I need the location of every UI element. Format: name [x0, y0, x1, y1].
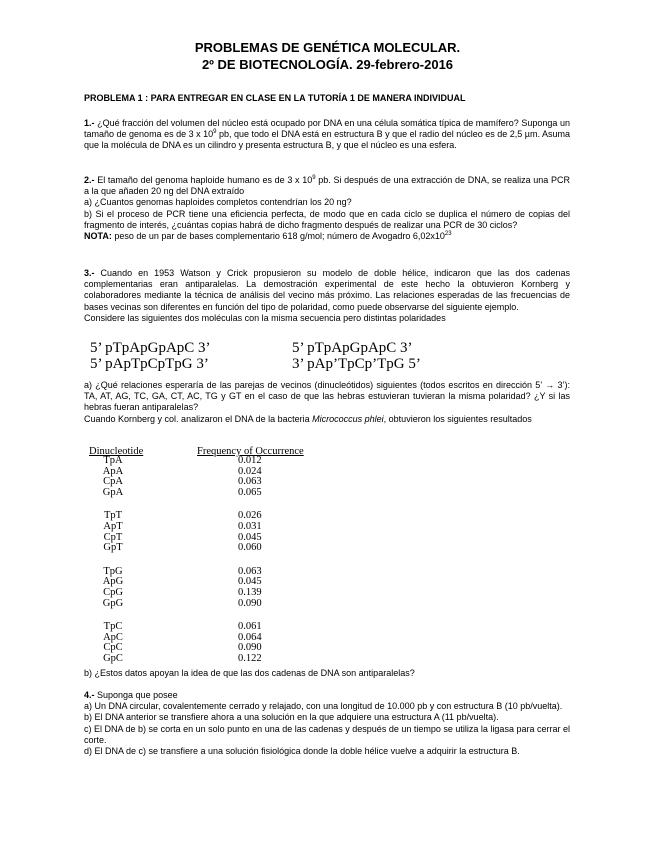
question-1 — [84, 118, 570, 152]
sequence-right-top: 5’ pTpApGpApC 3’ — [292, 340, 413, 356]
question-2-text-b: pb. Si después de una extracción de DNA, se realiza una PCR a la que añaden 20 ng del DNA extraído — [84, 175, 571, 197]
table-row — [84, 654, 324, 665]
table-header-frequency: Frequency of Occurrence — [197, 446, 304, 457]
table-cell-frequency: 0.064 — [238, 631, 262, 643]
table-header-dinucleotide: Dinucleotide — [89, 446, 144, 457]
question-3-kornberg-b: , obtuvieron los siguientes resultados — [383, 413, 532, 424]
table-cell-dinucleotide: TpC — [103, 621, 123, 633]
table-cell-frequency: 0.061 — [238, 621, 262, 633]
table-cell-frequency: 0.026 — [238, 510, 262, 522]
table-cell-dinucleotide: ApT — [103, 521, 123, 532]
table-cell-dinucleotide: ApG — [102, 576, 124, 588]
table-cell-frequency: 0.012 — [238, 455, 262, 466]
table-cell-frequency: 0.065 — [238, 486, 262, 498]
question-2-note-label: NOTA: — [84, 231, 112, 242]
question-4-part-d: d) El DNA de c) se transfiere a una solución fisiológica donde la doble hélice vuelve a adquirir la estructura B. — [84, 746, 520, 757]
table-cell-dinucleotide: GpA — [102, 486, 124, 498]
table-cell-frequency: 0.024 — [238, 465, 262, 477]
question-2-text-a: El tamaño del genoma haploide humano es de 3 x 10 — [94, 175, 313, 185]
question-3-number: 3.- — [84, 268, 95, 278]
sequence-left-top: 5’ pTpApGpApC 3’ — [90, 340, 211, 356]
table-cell-dinucleotide: TpG — [103, 565, 123, 577]
question-3-part-a — [84, 380, 570, 425]
table-cell-frequency: 0.063 — [238, 476, 262, 488]
table-cell-dinucleotide: TpT — [103, 510, 123, 522]
table-cell-frequency: 0.045 — [238, 576, 262, 588]
question-2-exponent: 9 — [312, 175, 316, 181]
table-cell-dinucleotide: CpA — [103, 476, 123, 488]
question-4-number: 4.- — [84, 690, 95, 700]
table-cell-frequency: 0.031 — [238, 521, 262, 532]
question-2 — [84, 175, 570, 242]
table-cell-dinucleotide: ApC — [103, 631, 123, 643]
question-3-intro-text: Cuando en 1953 Watson y Crick propusieron su modelo de doble hélice, indicaron que las dos cadenas complementarias eran antiparalelas. La demostración experimental de este hecho la obtuvieron Kornberg y colaboradores mediante la técnica de análisis del vecino más próximo. Las relaciones esperadas de las frecuencias de bases vecinas son diferentes en función del tipo de polaridad, como puede observarse del siguiente ejemplo. — [84, 268, 570, 312]
question-2-number: 2.- — [84, 175, 95, 185]
question-1-exponent: 9 — [213, 129, 217, 136]
sequence-left-bottom: 5’ pApTpCpTpG 3’ — [90, 356, 209, 372]
table-cell-frequency: 0.139 — [238, 587, 262, 598]
table-cell-dinucleotide: GpT — [103, 542, 123, 554]
table-cell-frequency: 0.060 — [238, 542, 262, 554]
table-row — [84, 488, 324, 499]
question-1-text-b: pb, que todo el DNA está en estructura B y que el radio del núcleo es de 2,5 µm. Asuma que la molécula de DNA es un cilindro y presenta estructura B, y que el núcleo es una esfera. — [84, 129, 570, 151]
table-row — [84, 543, 324, 554]
question-2-part-a: a) ¿Cuantos genomas haploides completos contendrían los 20 ng? — [84, 197, 352, 208]
question-3-species: Micrococcus phlei — [312, 413, 384, 424]
question-3-kornberg-a: Cuando Kornberg y col. analizaron el DNA de la bacteria — [84, 413, 313, 424]
table-cell-frequency: 0.045 — [238, 531, 262, 543]
document-subtitle: 2º DE BIOTECNOLOGÍA. 29-febrero-2016 — [201, 57, 454, 72]
table-cell-dinucleotide: GpC — [103, 653, 123, 664]
question-4 — [84, 690, 570, 757]
question-3-consider: Considere las siguientes dos moléculas con la misma secuencia pero distintas polaridades — [84, 312, 446, 323]
question-4-part-a: a) Un DNA circular, covalentemente cerrado y relajado, con una longitud de 10.000 pb y con estructura B (10 pb/vuelta). — [84, 701, 563, 712]
question-2-note-text: peso de un par de bases complementario 618 g/mol; número de Avogadro 6,02x10 — [111, 231, 445, 242]
table-cell-dinucleotide: CpG — [103, 587, 123, 598]
table-cell-dinucleotide: CpC — [103, 642, 123, 654]
table-cell-frequency: 0.090 — [238, 597, 262, 609]
table-cell-dinucleotide: TpA — [103, 455, 123, 466]
table-cell-frequency: 0.122 — [238, 653, 262, 664]
question-4-part-b: b) El DNA anterior se transfiere ahora a una solución en la que adquiere una estructura A (11 pb/vuelta). — [84, 712, 499, 723]
table-cell-frequency: 0.063 — [238, 565, 262, 577]
question-2-part-b: b) Si el proceso de PCR tiene una eficiencia perfecta, de modo que en cada ciclo se duplica el número de copias del fragmento de interés, ¿cuántas copias habrá de dicho fragmento después de realizar una PCR de 30 ciclos? — [84, 208, 570, 230]
question-4-part-c: c) El DNA de b) se corta en un solo punto en una de las cadenas y después de un tiempo se utiliza la ligasa para cerrar el corte. — [84, 723, 570, 745]
question-3-intro — [84, 268, 570, 324]
problema-heading: PROBLEMA 1 : PARA ENTREGAR EN CLASE EN LA TUTORÍA 1 DE MANERA INDIVIDUAL — [84, 93, 466, 103]
question-4-intro: Suponga que posee — [94, 690, 178, 700]
table-cell-dinucleotide: ApA — [102, 465, 124, 477]
table-row — [84, 599, 324, 610]
document-title: PROBLEMAS DE GENÉTICA MOLECULAR. — [194, 40, 461, 55]
question-3-part-b: b) ¿Estos datos apoyan la idea de que las dos cadenas de DNA son antiparalelas? — [84, 668, 415, 678]
table-cell-dinucleotide: CpT — [103, 531, 123, 543]
question-1-text-a: ¿Qué fracción del volumen del núcleo está ocupado por DNA en una célula somática típica de mamífero? Suponga un tamaño de genoma es de 3 x 10 — [84, 118, 570, 140]
question-1-number: 1.- — [84, 118, 95, 128]
table-cell-frequency: 0.090 — [238, 642, 262, 654]
table-cell-dinucleotide: GpG — [102, 597, 124, 609]
question-2-note-exponent: 23 — [444, 231, 452, 238]
sequence-right-bottom: 3’ pAp’TpCp’TpG 5’ — [292, 356, 421, 372]
question-3-question-a: a) ¿Qué relaciones esperaría de las parejas de vecinos (dinucleótidos) siguientes (todos escritos en dirección 5’ → 3’): TA, AT, AG, TC, GA, CT, AC, TG y GT en el caso de que las hebras estuvieran tuvieran la misma polaridad? ¿Y si las hebras fueran antiparalelas? — [84, 380, 570, 413]
